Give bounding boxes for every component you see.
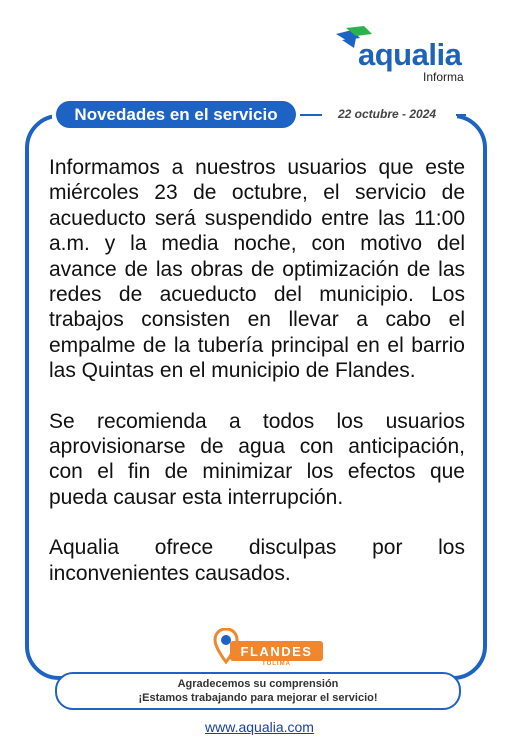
- section-title: Novedades en el servicio: [56, 101, 296, 128]
- header-divider: [300, 114, 322, 116]
- header-divider-right: [456, 114, 466, 116]
- brand-name: aqualia: [358, 37, 462, 72]
- flandes-region: TOLIMA: [262, 661, 291, 667]
- paragraph: Aqualia ofrece disculpas por los inconvenientes causados.: [49, 536, 465, 585]
- announcement-body: [49, 155, 465, 586]
- footer-message: [55, 672, 461, 710]
- publication-date: 22 octubre - 2024: [338, 107, 437, 121]
- brand-subtitle: Informa: [423, 70, 464, 84]
- aqualia-logo: [334, 26, 484, 86]
- paragraph: Se recomienda a todos los usuarios aprovisionarse de agua con anticipación, con el fin de minimizar los efectos que pueda causar esta interrupción.: [49, 409, 465, 509]
- footer-line-2: ¡Estamos trabajando para mejorar el servicio!: [138, 692, 378, 704]
- flandes-name: FLANDES: [230, 641, 323, 661]
- paragraph: Informamos a nuestros usuarios que este miércoles 23 de octubre, el servicio de acueducto será suspendido entre las 11:00 a.m. y la media noche, con motivo del avance de las obras de optimización de las redes de acueducto del municipio. Los trabajos consisten en llevar a cabo el empalme de la tubería principal en el barrio las Quintas en el municipio de Flandes.: [49, 156, 465, 383]
- website-link[interactable]: www.aqualia.com: [205, 719, 314, 735]
- flandes-logo: [213, 628, 325, 670]
- footer-line-1: Agradecemos su comprensión: [177, 678, 339, 690]
